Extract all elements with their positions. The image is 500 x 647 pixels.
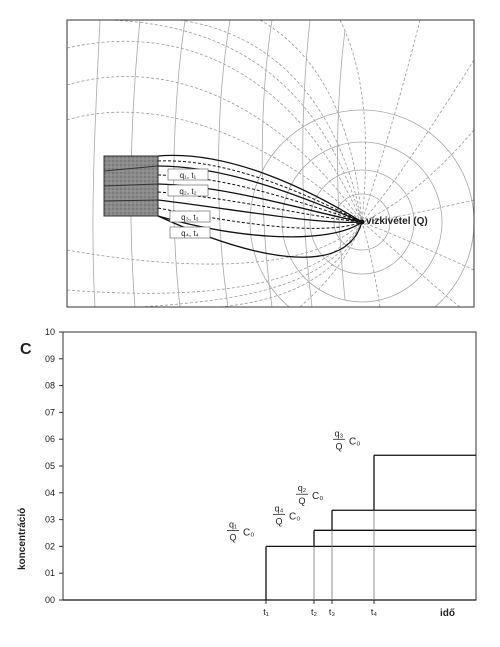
flow-net-svg (0, 0, 500, 315)
svg-text:q₄, t₄: q₄, t₄ (181, 229, 199, 238)
fraction-denominator: Q (275, 516, 283, 527)
concentration-chart (0, 318, 500, 642)
x-tick-label: t₃ (328, 607, 336, 617)
y-tick-label: 08 (44, 380, 55, 391)
y-tick-label: 01 (44, 568, 55, 579)
svg-text:q₃, t₃: q₃, t₃ (181, 213, 199, 222)
plot-frame (63, 332, 476, 600)
x-tick-label: t₂ (311, 607, 317, 617)
svg-text:q₁, t₁: q₁, t₁ (179, 171, 197, 180)
y-axis-label: koncentráció (17, 507, 28, 570)
y-axis-symbol: C (20, 341, 32, 358)
fraction-annotation (333, 428, 360, 451)
tube-label-1 (168, 169, 208, 180)
x-axis-label: idő (440, 608, 455, 619)
fraction-denominator: Q (335, 441, 343, 452)
fraction-annotation (273, 503, 300, 526)
tube-label-2 (168, 185, 208, 196)
y-tick-label: 04 (44, 487, 55, 498)
tube-label-3 (170, 211, 210, 222)
fraction-suffix: C₀ (243, 527, 255, 539)
svg-text:q₂, t₂: q₂, t₂ (179, 187, 197, 196)
fraction-suffix: C₀ (289, 511, 301, 523)
flow-net-panel (0, 0, 500, 315)
fraction-numerator: q₂ (297, 483, 307, 494)
x-ticks (263, 600, 377, 617)
x-tick-label: t₁ (263, 607, 269, 617)
tube-label-4 (170, 227, 210, 238)
y-tick-label: 03 (44, 514, 55, 525)
fraction-annotation (296, 483, 323, 506)
fraction-denominator: Q (298, 496, 306, 507)
step-series (63, 455, 476, 600)
fraction-denominator: Q (229, 532, 237, 543)
y-tick-label: 09 (44, 353, 55, 364)
fraction-numerator: q₄ (274, 503, 284, 514)
x-tick-label: t₄ (370, 607, 378, 617)
y-ticks (45, 327, 63, 605)
y-tick-label: 10 (44, 327, 55, 337)
y-tick-label: 06 (44, 434, 55, 445)
well-point (360, 220, 365, 225)
y-tick-label: 02 (44, 541, 55, 552)
fraction-numerator: q₃ (334, 428, 344, 439)
well-label: vízkivétel (Q) (366, 216, 428, 227)
y-tick-label: 00 (44, 595, 55, 605)
chart-svg (0, 318, 500, 642)
y-tick-label: 07 (44, 407, 55, 418)
y-tick-label: 05 (44, 461, 55, 471)
fraction-suffix: C₀ (349, 436, 361, 448)
fraction-numerator: q₁ (228, 519, 238, 530)
annotations (227, 428, 360, 542)
fraction-suffix: C₀ (312, 491, 324, 503)
fraction-annotation (227, 519, 254, 542)
